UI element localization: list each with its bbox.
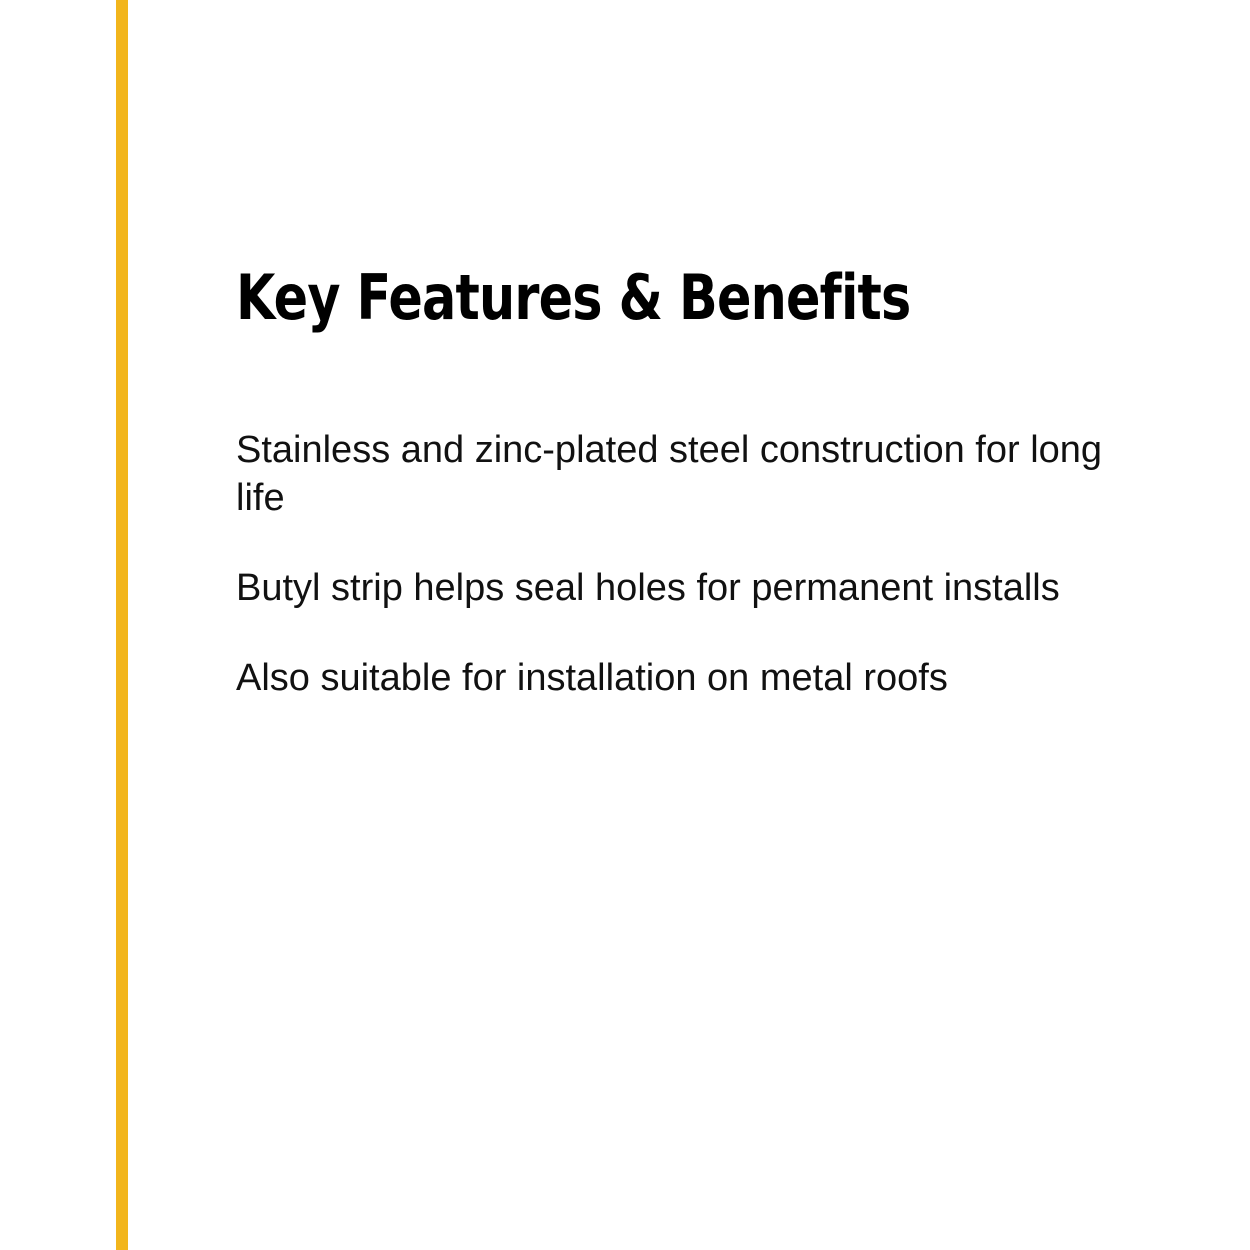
accent-bar <box>116 0 128 1250</box>
feature-item: Also suitable for installation on metal roofs <box>236 657 948 699</box>
content <box>236 258 1156 744</box>
feature-item: Stainless and zinc-plated steel construction for long life <box>236 429 1103 519</box>
feature-item: Butyl strip helps seal holes for permanent installs <box>236 567 1060 609</box>
page-title: Key Features & Benefits <box>236 261 911 334</box>
feature-list <box>236 426 1156 702</box>
